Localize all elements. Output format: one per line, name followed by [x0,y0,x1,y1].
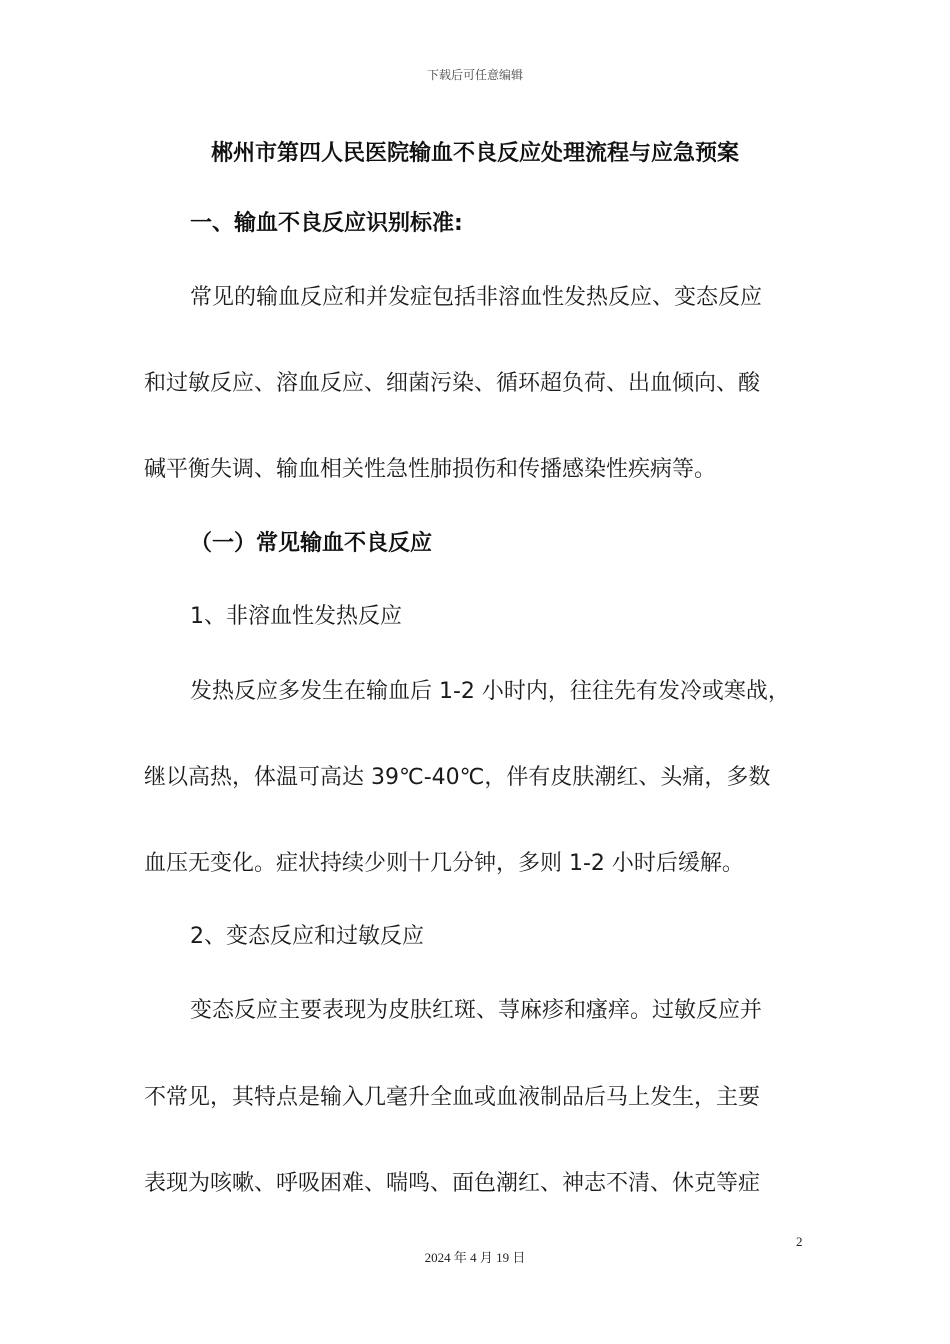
item-heading: 1、非溶血性发热反应 [190,604,402,629]
paragraph-line: 变态反应主要表现为皮肤红斑、荨麻疹和瘙痒。过敏反应并 [190,998,763,1023]
paragraph-line: 不常见，其特点是输入几毫升全血或血液制品后马上发生，主要 [144,1085,761,1110]
document-title: 郴州市第四人民医院输血不良反应处理流程与应急预案 [210,141,739,166]
paragraph-line: 表现为咳嗽、呼吸困难、喘鸣、面色潮红、神志不清、休克等症 [144,1171,761,1196]
paragraph-line: 常见的输血反应和并发症包括非溶血性发热反应、变态反应 [190,285,763,310]
section-heading-1: 一、输血不良反应识别标准: [190,211,463,236]
subsection-heading: （一）常见输血不良反应 [190,531,433,556]
paragraph-line: 继以高热，体温可高达 39℃-40℃，伴有皮肤潮红、头痛，多数 [144,765,771,790]
paragraph-line: 碱平衡失调、输血相关性急性肺损伤和传播感染性疾病等。 [144,457,717,482]
paragraph-line: 血压无变化。症状持续少则十几分钟，多则 1-2 小时后缓解。 [144,851,744,876]
item-heading: 2、变态反应和过敏反应 [190,924,424,949]
page-number: 2 [796,1234,803,1249]
paragraph-line: 和过敏反应、溶血反应、细菌污染、循环超负荷、出血倾向、酸 [144,371,761,396]
page-header: 下载后可任意编辑 [426,68,523,82]
paragraph-line: 发热反应多发生在输血后 1-2 小时内，往往先有发冷或寒战， [190,679,790,704]
footer-date: 2024 年 4 月 19 日 [424,1250,526,1265]
